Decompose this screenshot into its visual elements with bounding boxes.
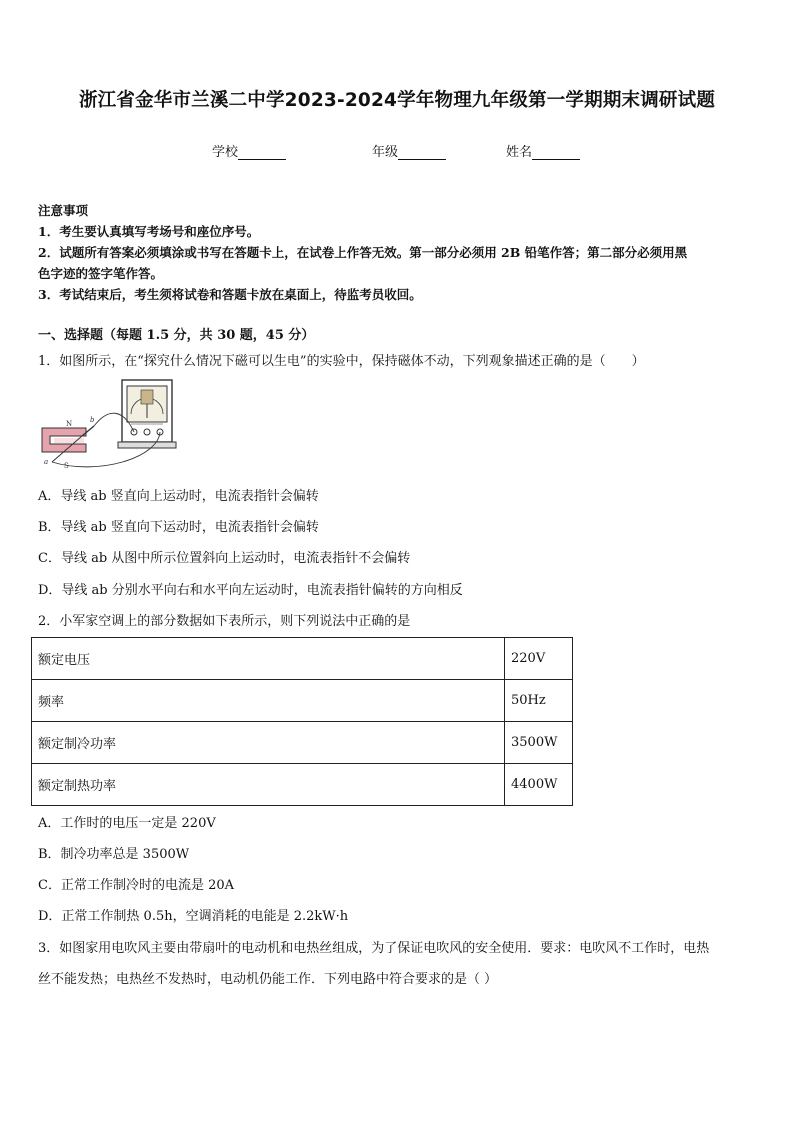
table-cell-value: 50Hz <box>505 680 573 722</box>
question-3-stem-line1: 3．如图家用电吹风主要由带扇叶的电动机和电热丝组成，为了保证电吹风的安全使用．要求：电吹风不工作时，电热 <box>38 941 710 956</box>
table-row <box>32 722 573 764</box>
school-field[interactable] <box>212 141 286 160</box>
question-1-stem: 1．如图所示，在“探究什么情况下磁可以生电”的实验中，保持磁体不动，下列观象描述正确的是（ ） <box>38 354 645 369</box>
option-d[interactable]: D．正常工作制热 0.5h，空调消耗的电能是 2.2kW·h <box>38 909 349 924</box>
name-label: 姓名 <box>506 145 533 160</box>
table-cell-label: 频率 <box>32 680 505 722</box>
table-row <box>32 638 573 680</box>
aircon-spec-table <box>31 637 573 806</box>
school-label: 学校 <box>212 145 239 160</box>
table-cell-label: 额定制热功率 <box>32 764 505 806</box>
school-blank[interactable] <box>238 147 286 160</box>
option-b[interactable]: B．制冷功率总是 3500W <box>38 847 190 862</box>
notice-item: 3．考试结束后，考生须将试卷和答题卡放在桌面上，待监考员收回。 <box>38 287 422 302</box>
magnet-icon <box>42 428 86 452</box>
table-cell-label: 额定电压 <box>32 638 505 680</box>
question-3-stem-line2: 丝不能发热；电热丝不发热时，电动机仍能工作．下列电路中符合要求的是（ ） <box>38 972 498 987</box>
notice-item: 2．试题所有答案必须填涂或书写在答题卡上，在试卷上作答无效。第一部分必须用 2B 铅笔作答；第二部分必须用黑 <box>38 245 688 260</box>
option-d[interactable]: D．导线 ab 分别水平向右和水平向左运动时，电流表指针偏转的方向相反 <box>38 583 463 598</box>
table-row <box>32 680 573 722</box>
notice-heading: 注意事项 <box>38 203 89 218</box>
table-cell-value: 220V <box>505 638 573 680</box>
notice-block <box>38 200 768 305</box>
notice-item: 1．考生要认真填写考场号和座位序号。 <box>38 224 260 239</box>
option-b[interactable]: B．导线 ab 竖直向下运动时，电流表指针会偏转 <box>38 520 319 535</box>
grade-field[interactable] <box>372 141 446 160</box>
question-2-stem: 2．小军家空调上的部分数据如下表所示，则下列说法中正确的是 <box>38 614 411 629</box>
galvanometer-icon <box>118 380 176 448</box>
notice-item: 色字迹的签字笔作答。 <box>38 266 164 281</box>
experiment-figure <box>38 378 188 470</box>
south-pole-label: S <box>64 462 69 470</box>
option-a[interactable]: A．工作时的电压一定是 220V <box>38 816 216 831</box>
page-title: 浙江省金华市兰溪二中学2023-2024学年物理九年级第一学期期末调研试题 <box>78 90 716 111</box>
table-row <box>32 764 573 806</box>
option-c[interactable]: C．正常工作制冷时的电流是 20A <box>38 878 235 893</box>
north-pole-label: N <box>66 420 73 428</box>
wire-end-b-label: b <box>90 416 95 424</box>
table-cell-value: 4400W <box>505 764 573 806</box>
section-heading: 一、选择题（每题 1.5 分，共 30 题，45 分） <box>38 328 315 343</box>
grade-blank[interactable] <box>398 147 446 160</box>
grade-label: 年级 <box>372 145 399 160</box>
option-c[interactable]: C．导线 ab 从图中所示位置斜向上运动时，电流表指针不会偏转 <box>38 551 411 566</box>
name-field[interactable] <box>506 141 580 160</box>
table-cell-value: 3500W <box>505 722 573 764</box>
option-a[interactable]: A．导线 ab 竖直向上运动时，电流表指针会偏转 <box>38 489 319 504</box>
name-blank[interactable] <box>532 147 580 160</box>
table-cell-label: 额定制冷功率 <box>32 722 505 764</box>
wire-end-a-label: a <box>44 458 49 466</box>
